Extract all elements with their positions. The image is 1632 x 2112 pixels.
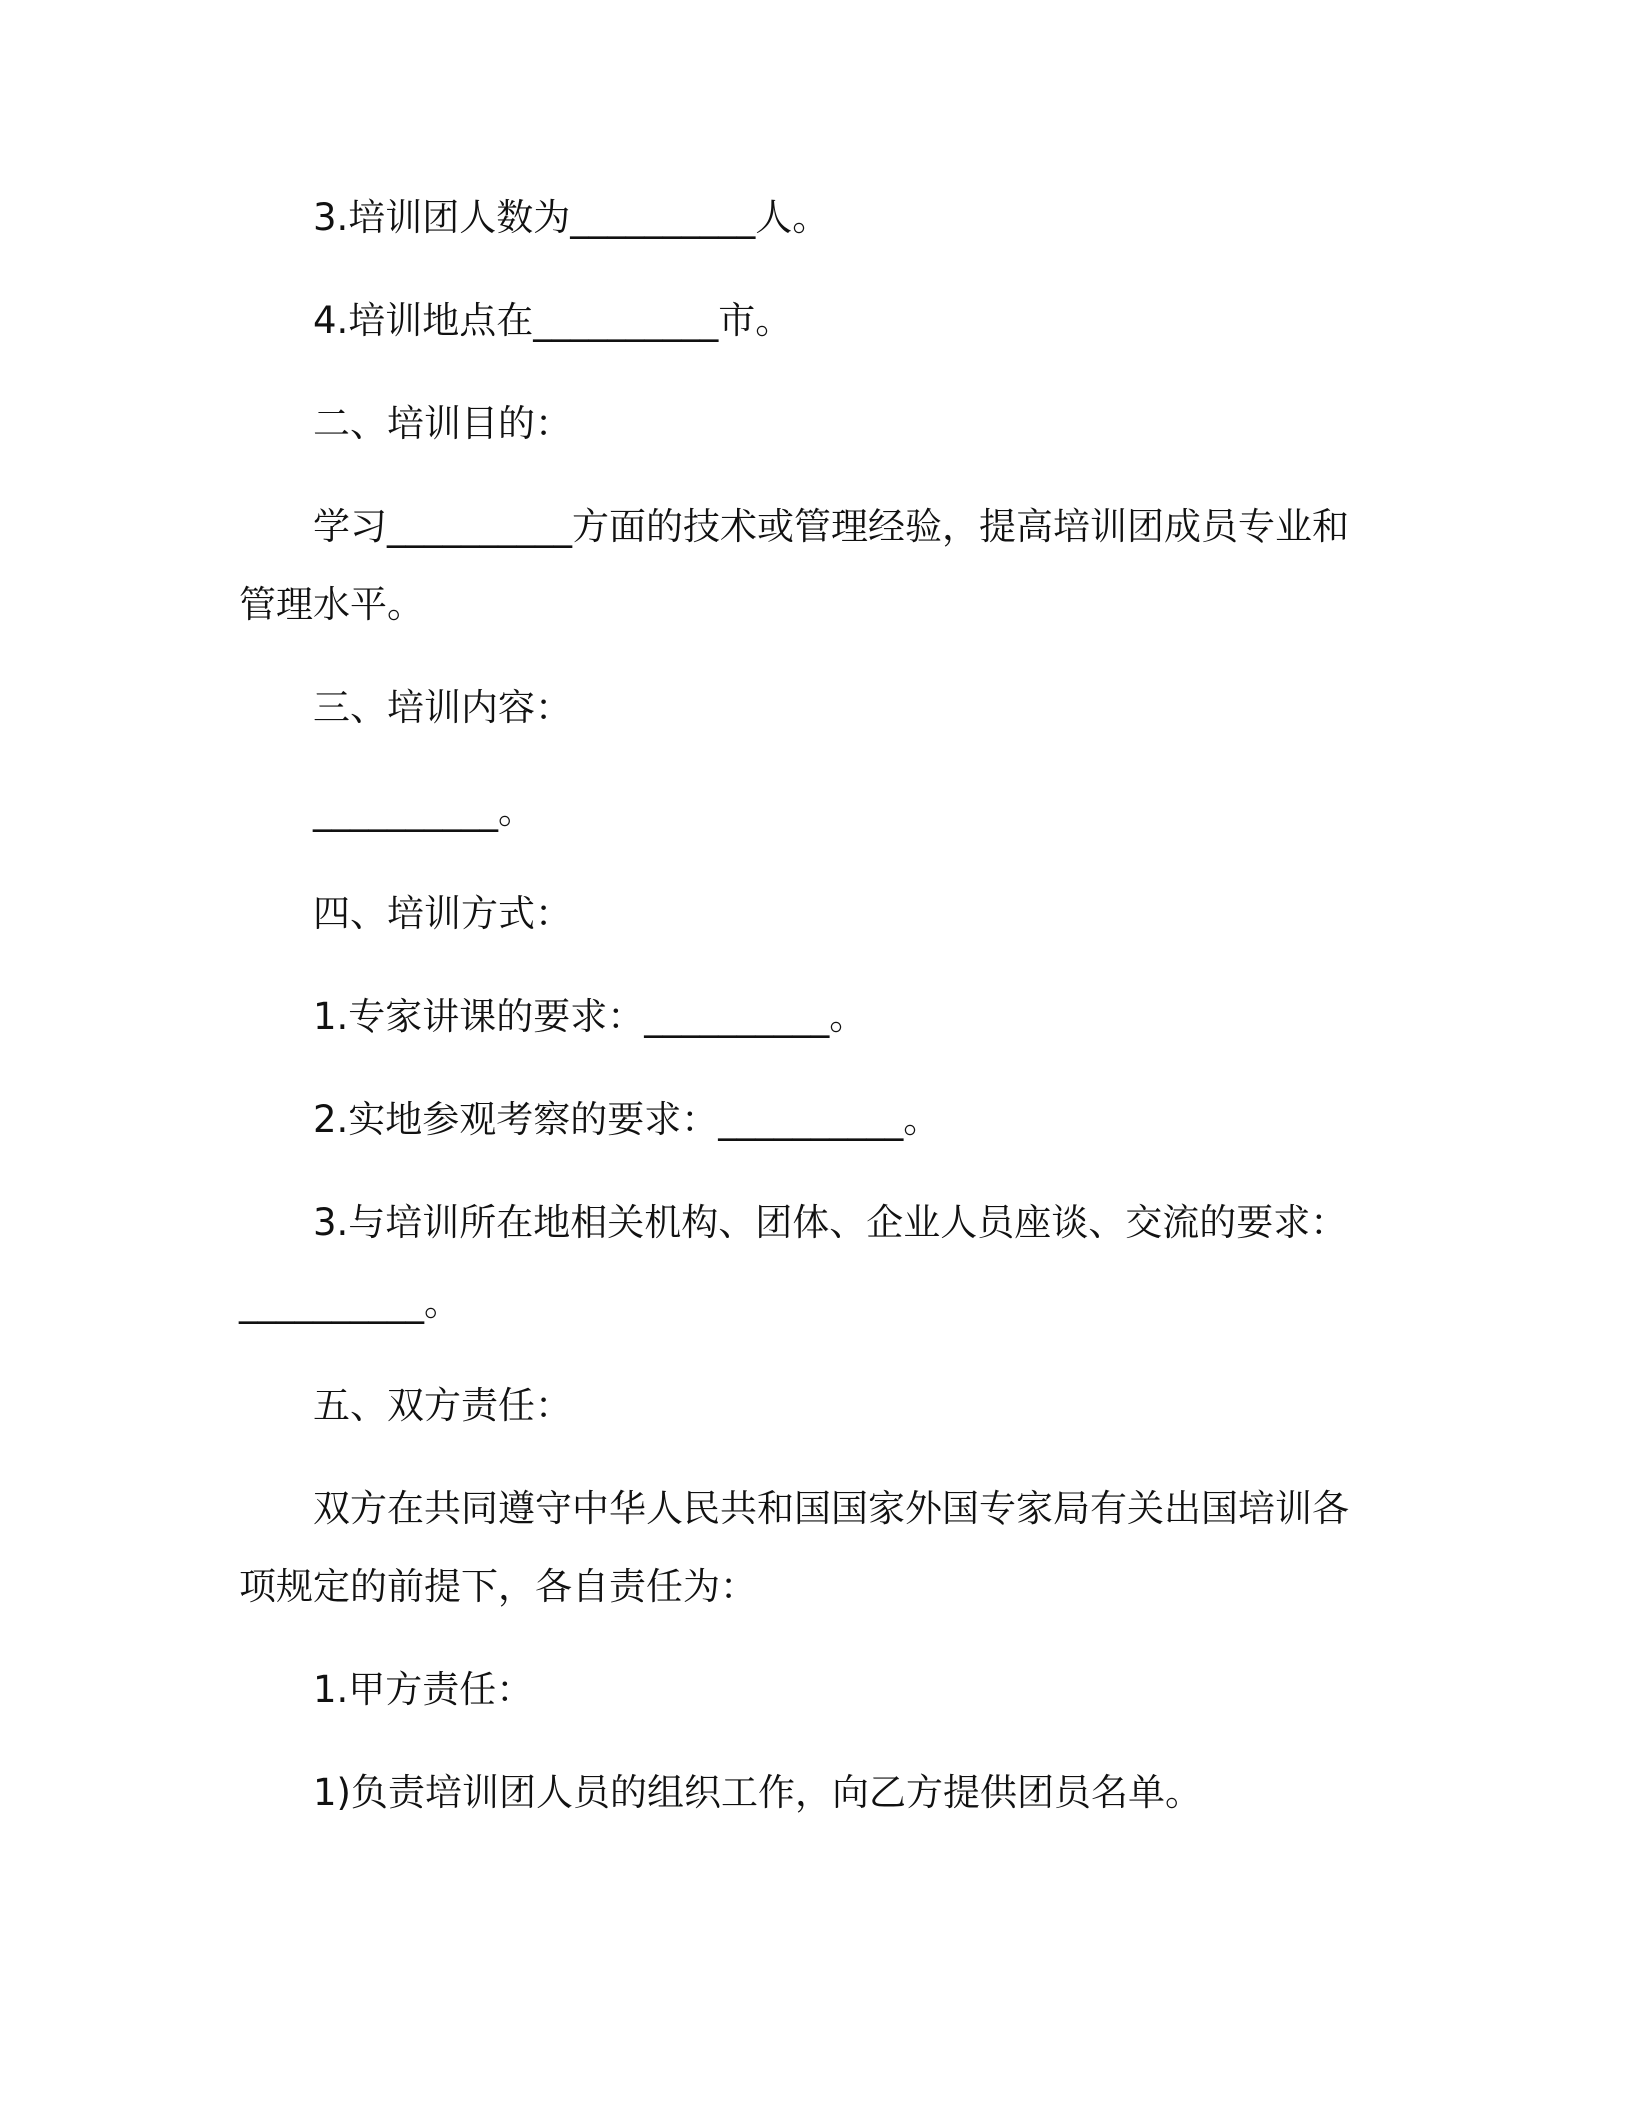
line-training-location: 4.培训地点在__________市。 [313,299,793,342]
line-content-blank: __________。 [313,789,535,832]
line-site-visit: 2.实地参观考察的要求：__________。 [313,1098,941,1141]
heading-training-purpose: 二、培训目的： [313,402,572,445]
line-exchange-blank: __________。 [239,1281,461,1324]
heading-training-content: 三、培训内容： [313,686,572,729]
paragraph-responsibilities-line2: 项规定的前提下，各自责任为： [239,1565,757,1608]
paragraph-purpose-line2: 管理水平。 [239,583,424,626]
line-team-size: 3.培训团人数为__________人。 [313,196,830,239]
paragraph-purpose-line1: 学习__________方面的技术或管理经验，提高培训团成员专业和 [313,505,1349,548]
paragraph-responsibilities-line1: 双方在共同遵守中华人民共和国国家外国专家局有关出国培训各 [313,1487,1349,1530]
heading-training-method: 四、培训方式： [313,892,572,935]
heading-party-a-responsibilities: 1.甲方责任： [313,1668,534,1711]
heading-responsibilities: 五、双方责任： [313,1384,572,1427]
line-exchange-requirements: 3.与培训所在地相关机构、团体、企业人员座谈、交流的要求： [313,1201,1348,1244]
line-expert-lecture: 1.专家讲课的要求：__________。 [313,995,867,1038]
line-party-a-item1: 1)负责培训团人员的组织工作，向乙方提供团员名单。 [313,1771,1202,1814]
